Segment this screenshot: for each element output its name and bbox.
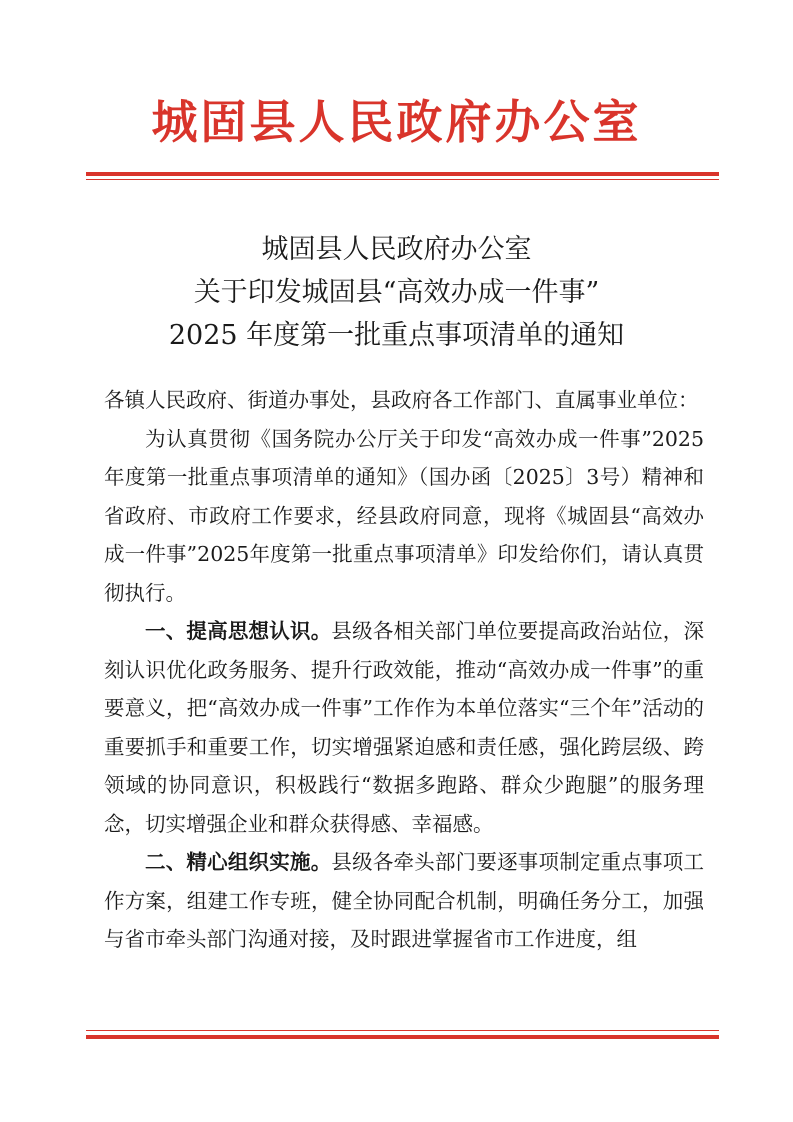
- red-header-issuer: 城固县人民政府办公室: [151, 95, 642, 149]
- intro-paragraph: 为认真贯彻《国务院办公厅关于印发“高效办成一件事”2025年度第一批重点事项清单的通知》（国办函〔2025〕3号）精神和省政府、市政府工作要求，经县政府同意，现将《城固县“高效办成一件事”2025年度第一批重点事项清单》印发给你们，请认真贯彻执行。: [104, 426, 704, 605]
- red-divider-bottom: [86, 1035, 719, 1039]
- salutation: 各镇人民政府、街道办事处，县政府各工作部门、直属事业单位：: [104, 388, 699, 412]
- red-divider-top-thin: [86, 179, 719, 180]
- section-2-heading: 二、精心组织实施。: [145, 850, 332, 874]
- title-line-1: 城固县人民政府办公室: [261, 234, 532, 265]
- title-line-3: 2025 年度第一批重点事项清单的通知: [168, 320, 625, 351]
- document-body: [104, 381, 704, 959]
- section-1-text: 县级各相关部门单位要提高政治站位，深刻认识优化政务服务、提升行政效能，推动“高效办成一件事”的重要意义，把“高效办成一件事”工作作为本单位落实“三个年”活动的重要抓手和重要工作，切实增强紧迫感和责任感，强化跨层级、跨领域的协同意识，积极践行“数据多跑路、群众少跑腿”的服务理念，切实增强企业和群众获得感、幸福感。: [104, 619, 705, 836]
- section-1-heading: 一、提高思想认识。: [145, 619, 332, 643]
- section-1-paragraph: [104, 612, 704, 843]
- section-2-paragraph: [104, 843, 704, 959]
- title-line-2: 关于印发城固县“高效办成一件事”: [193, 277, 600, 308]
- red-divider-bottom-thin: [86, 1030, 719, 1031]
- section-2-text: 县级各牵头部门要逐事项制定重点事项工作方案，组建工作专班，健全协同配合机制，明确任务分工，加强与省市牵头部门沟通对接，及时跟进掌握省市工作进度，组: [104, 850, 705, 951]
- document-title: [0, 228, 793, 357]
- red-divider-top: [86, 172, 719, 176]
